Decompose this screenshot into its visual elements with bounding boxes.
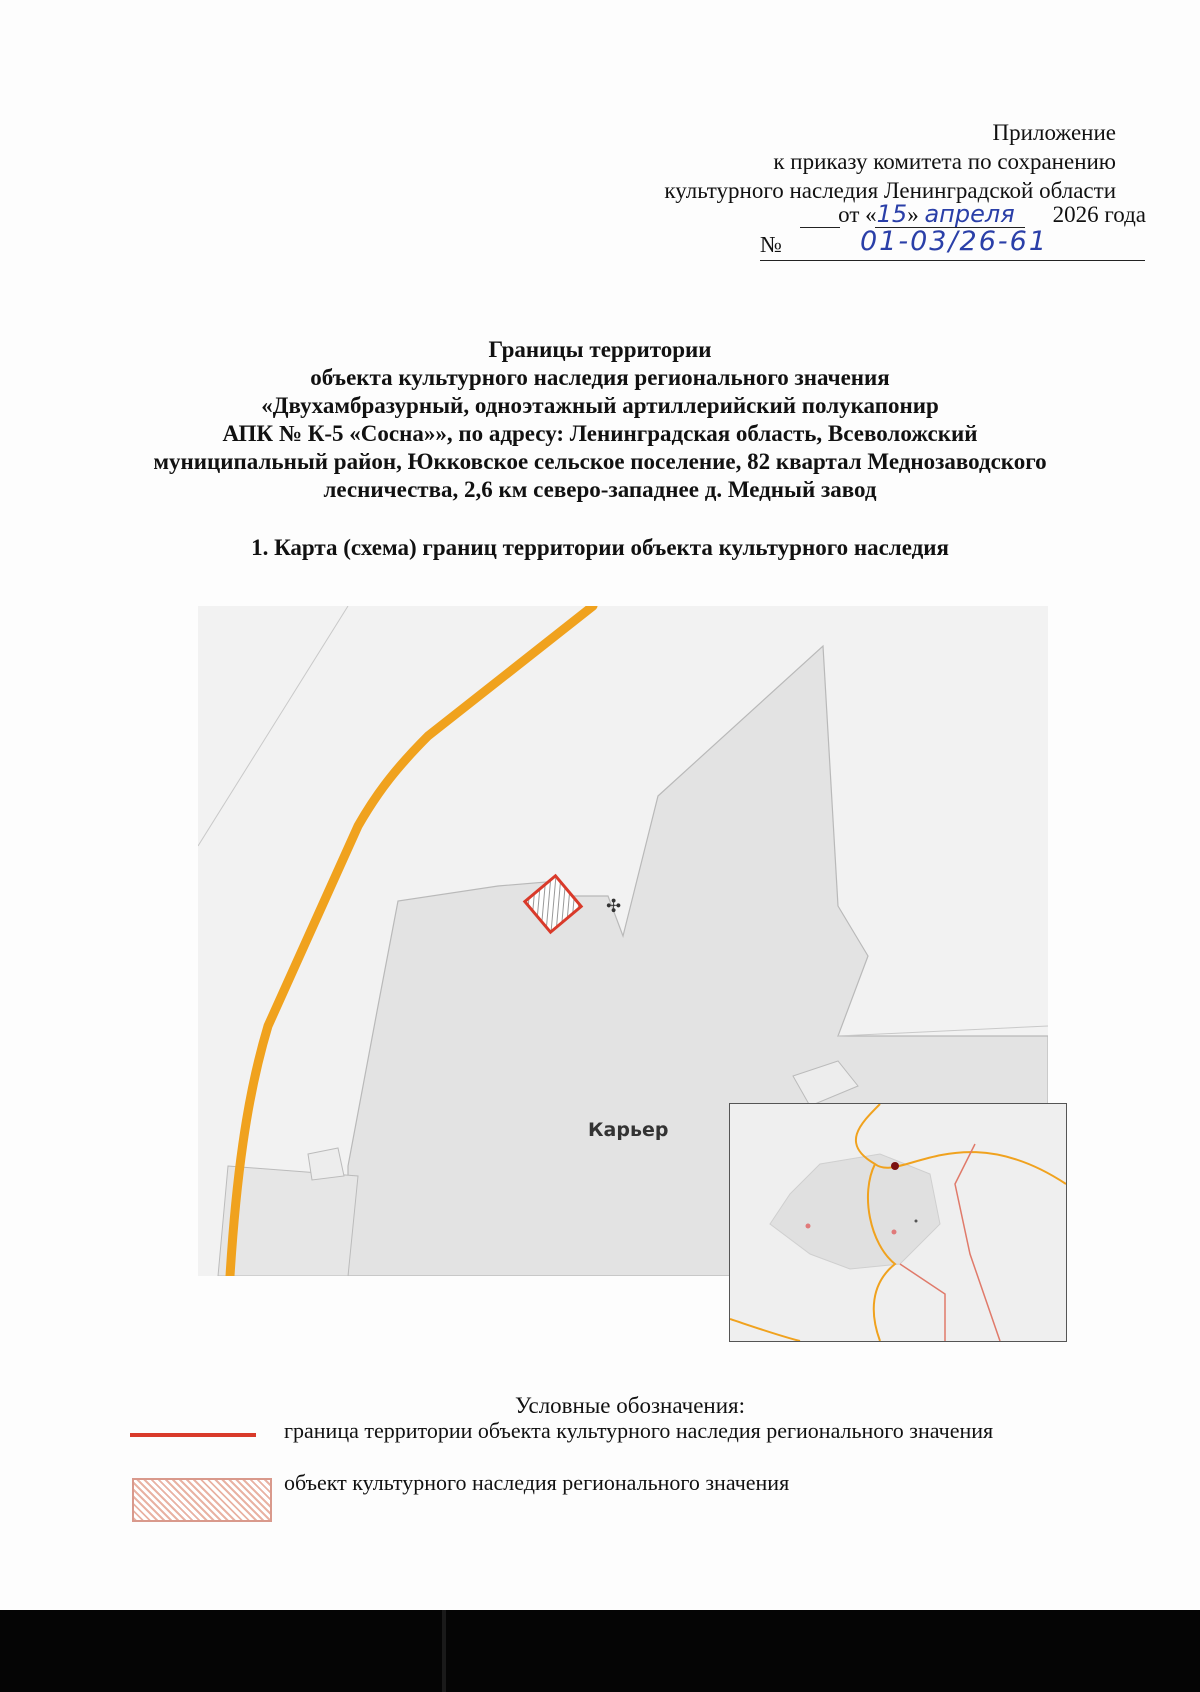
section-heading: 1. Карта (схема) границ территории объекта культурного наследия: [251, 535, 949, 560]
appendix-header: [556, 118, 1116, 205]
appendix-line-1: Приложение: [992, 120, 1116, 145]
inset-marker-2: [806, 1224, 811, 1229]
document-title: [110, 336, 1090, 504]
title-line-3: «Двухамбразурный, одноэтажный артиллерийский полукапонир: [261, 393, 939, 418]
appendix-line-2: к приказу комитета по сохранению: [773, 149, 1116, 174]
date-month: апреля: [924, 200, 1015, 228]
legend-boundary-symbol: [130, 1433, 256, 1437]
date-mid: »: [907, 202, 925, 227]
scan-footer-gap: [442, 1610, 446, 1692]
date-prefix: от «: [838, 202, 877, 227]
title-line-2: объекта культурного наследия регионального значения: [310, 365, 890, 390]
parcel-small-left: [308, 1148, 344, 1180]
inset-marker-3: [892, 1230, 897, 1235]
overview-inset-map: [729, 1103, 1067, 1342]
inset-marker-4: [915, 1220, 918, 1223]
legend-boundary-text: граница территории объекта культурного наследия регионального значения: [284, 1418, 994, 1443]
crosshair-icon: ✣: [606, 896, 622, 917]
number-value: 01-03/26-61: [860, 226, 1049, 257]
inset-object-marker: [891, 1162, 899, 1170]
order-number: [760, 226, 1145, 261]
scan-footer-bar: [0, 1610, 1200, 1692]
title-line-6: лесничества, 2,6 км северо-западнее д. Медный завод: [323, 477, 877, 502]
quarry-label: Карьер: [588, 1119, 669, 1141]
date-day-underline: [800, 227, 840, 228]
order-date: [586, 200, 1146, 228]
date-day: 15: [876, 200, 908, 228]
legend-object-text: объект культурного наследия регионального значения: [284, 1470, 790, 1495]
date-year: 2026 года: [1052, 202, 1146, 227]
number-label: №: [760, 232, 782, 257]
title-line-4: АПК № К-5 «Сосна»», по адресу: Ленинградская область, Всеволожский: [222, 421, 978, 446]
legend-title: Условные обозначения:: [514, 1393, 746, 1418]
legend-object-symbol: [132, 1478, 272, 1522]
title-line-1: Границы территории: [488, 337, 712, 362]
appendix-line-3: культурного наследия Ленинградской области: [664, 178, 1116, 203]
inset-svg: [730, 1104, 1066, 1341]
title-line-5: муниципальный район, Юкковское сельское поселение, 82 квартал Меднозаводского: [153, 449, 1047, 474]
